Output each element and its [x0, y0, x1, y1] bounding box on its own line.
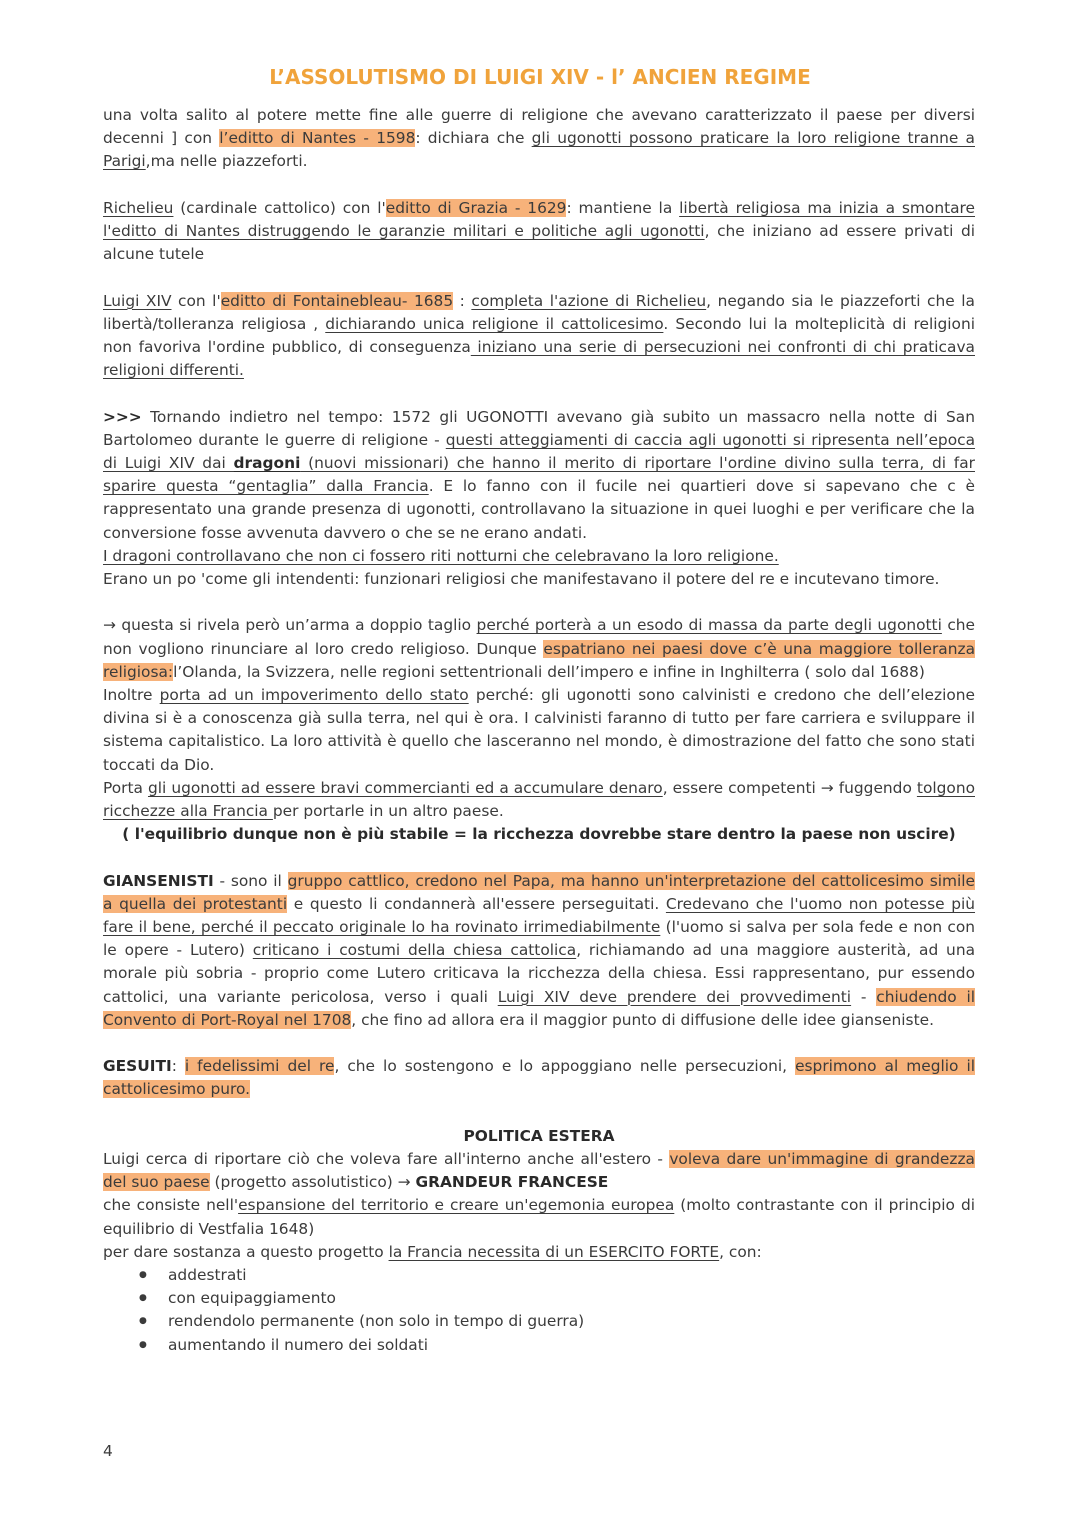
- text: , richiamando ad una maggiore austerità, ad una morale più sobria - proprio come Lutero criticava la ricchezza della chiesa. Essi rappresentano, pur essendo cattolici, una variante pericolosa, verso i quali: [103, 941, 975, 1006]
- paragraph-fontainebleau: [103, 290, 975, 383]
- paragraph-richelieu: [103, 197, 975, 267]
- underline-ugonotti-religione: gli ugonotti possono praticare la loro religione tranne a Parigi: [103, 129, 975, 171]
- underline-richelieu: Richelieu: [103, 198, 174, 217]
- highlight-cattolicesimo-puro: esprimono al meglio il cattolicesimo puro.: [103, 1057, 975, 1099]
- text: : mantiene la: [566, 198, 680, 217]
- list-item: ● addestrati: [103, 1264, 975, 1287]
- text: :: [171, 1057, 185, 1076]
- page-title: L’ASSOLUTISMO DI LUIGI XIV - l’ ANCIEN REGIME: [269, 65, 811, 89]
- underline-liberta-religiosa: libertà religiosa ma inizia a smontare l'editto di Nantes distruggendo le garanzie militari e politiche agli ugonotti: [103, 198, 976, 240]
- underline-riti-notturni: I dragoni controllavano che non ci fossero riti notturni che celebravano la loro religione.: [103, 546, 779, 565]
- text: (cardinale cattolico) con l': [173, 198, 386, 217]
- paragraph-esercito: [103, 1241, 975, 1264]
- underline-esercito-forte: la Francia necessita di un ESERCITO FORTE: [388, 1242, 720, 1261]
- text: Luigi cerca di riportare ciò che voleva fare all'interno anche all'estero -: [103, 1150, 670, 1169]
- bold-grandeur-francese: GRANDEUR FRANCESE: [415, 1173, 609, 1192]
- document-body: [103, 104, 975, 1357]
- bold-dragoni: dragoni: [233, 454, 301, 472]
- list-item: ● aumentando il numero dei soldati: [103, 1334, 975, 1357]
- highlight-espatriano: espatriano nei paesi dove c’è una maggiore tolleranza religiosa:: [103, 639, 976, 681]
- text: (progetto assolutistico) →: [209, 1173, 416, 1192]
- highlight-grandezza: voleva dare un'immagine di grandezza del suo paese: [103, 1150, 975, 1192]
- underline-commercianti: gli ugonotti ad essere bravi commercianti ed a accumulare denaro: [147, 778, 663, 797]
- text: , che fino ad allora era il maggior punto di diffusione delle idee gianseniste.: [351, 1010, 934, 1029]
- text: , negando sia le piazzeforti che la libertà/tolleranza religiosa ,: [103, 291, 975, 333]
- text: , essere competenti → fuggendo: [662, 778, 917, 797]
- page-number: 4: [103, 1442, 113, 1460]
- underline-completa-azione: completa l'azione di Richelieu: [471, 291, 707, 310]
- text: Erano un po 'come gli intendenti: funzionari religiosi che manifestavano il potere del re e incutevano timore.: [103, 570, 940, 589]
- paragraph-impoverimento: [103, 684, 975, 777]
- text: per dare sostanza a questo progetto: [103, 1242, 389, 1261]
- bold-gesuiti: GESUITI: [103, 1057, 172, 1076]
- text: l’Olanda, la Svizzera, nelle regioni settentrionali dell’impero e infine in Inghilterra ( solo dal 1688): [173, 662, 925, 681]
- text: , con:: [719, 1242, 762, 1261]
- highlight-gruppo-cattlico: gruppo cattlico, credono nel Papa, ma hanno un'interpretazione del cattolicesimo simile a quella dei protestanti: [103, 871, 975, 913]
- text: e questo li condannerà all'essere perseguitati.: [287, 894, 666, 913]
- text: che consiste nell': [103, 1196, 239, 1215]
- underline-criticano-costumi: criticano i costumi della chiesa cattolica: [252, 941, 577, 960]
- heading-text: POLITICA ESTERA: [463, 1126, 615, 1145]
- text: (l'uomo si salva per sola fede e non con le opere - Lutero): [103, 918, 976, 960]
- paragraph-grandeur: [103, 1148, 975, 1194]
- highlight-editto-nantes: l’editto di Nantes - 1598: [219, 129, 416, 148]
- paragraph-gesuiti: [103, 1055, 975, 1101]
- text: una volta salito al potere mette fine alle guerre di religione che avevano caratterizzato il paese per diversi decenni ] con: [103, 106, 975, 148]
- paragraph-commercianti: [103, 777, 975, 823]
- highlight-port-royal: chiudendo il Convento di Port-Royal nel 1708: [103, 987, 975, 1029]
- text: ,ma nelle piazzeforti.: [145, 152, 308, 171]
- text: Porta: [103, 778, 148, 797]
- text: : dichiara che: [415, 129, 532, 148]
- arrow-marker: >>>: [103, 407, 142, 426]
- text: → questa si rivela però un’arma a doppio taglio: [103, 616, 477, 635]
- text: con l': [171, 291, 221, 310]
- bold-giansenisti: GIANSENISTI: [103, 871, 214, 890]
- underline-tolgono-ricchezze: tolgono ricchezze alla Francia: [103, 778, 975, 821]
- text: , che lo sostengono e lo appoggiano nelle persecuzioni,: [334, 1057, 796, 1076]
- underline-luigi-xiv: Luigi XIV: [103, 291, 172, 310]
- bold-equilibrio: ( l'equilibrio dunque non è più stabile = la ricchezza dovrebbe stare dentro la paese non uscire): [122, 825, 956, 844]
- text: :: [453, 291, 472, 310]
- highlight-editto-grazia: editto di Grazia - 1629: [385, 198, 567, 217]
- paragraph-espansione: [103, 1194, 975, 1240]
- text: per portarle in un altro paese.: [272, 802, 504, 821]
- text: che non vogliono rinunciare al loro credo religioso. Dunque: [103, 616, 976, 658]
- paragraph-dragoni: [103, 406, 975, 545]
- underline-caccia-ugonotti: questi atteggiamenti di caccia agli ugonotti si ripresenta nell’epoca di Luigi XIV dai: [103, 430, 976, 472]
- paragraph-esodo: [103, 614, 975, 684]
- underline-esodo-massa: perché porterà a un esodo di massa da parte degli ugonotti: [476, 616, 942, 635]
- text: -: [851, 987, 877, 1006]
- text: - sono il: [213, 871, 288, 890]
- line-intendenti: [103, 568, 975, 591]
- list-item: ● rendendolo permanente (non solo in tempo di guerra): [103, 1310, 975, 1333]
- underline-impoverimento: porta ad un impoverimento dello stato: [159, 686, 469, 705]
- underline-unica-religione: dichiarando unica religione il cattolicesimo: [325, 314, 664, 333]
- text: , che iniziano ad essere privati di alcune tutele: [103, 222, 975, 264]
- text: . Secondo lui la molteplicità di religioni non favoriva l'ordine pubblico, di conseguenza: [103, 314, 975, 356]
- text: . E lo fanno con il fucile nei quartieri dove si sapevano che c è rappresentato una grande presenza di ugonotti, controllavano la situazione in quei luoghi e per verificare che la conversione fosse avvenuta davvero o che se ne erano andati.: [103, 477, 975, 542]
- section-heading-politica-estera: [103, 1125, 975, 1148]
- underline-peccato-originale: Credevano che l'uomo non potesse più fare il bene, perché il peccato originale lo ha rovinato irrimediabilmente: [103, 894, 976, 937]
- list-item: ● con equipaggiamento: [103, 1287, 975, 1310]
- underline-provvedimenti: Luigi XIV deve prendere dei provvedimenti: [497, 987, 852, 1006]
- text: Inoltre: [103, 686, 160, 705]
- text: (molto contrastante con il principio di equilibrio di Vestfalia 1648): [103, 1196, 975, 1238]
- highlight-fedelissimi: i fedelissimi del re: [184, 1057, 335, 1076]
- line-equilibrio: [103, 823, 975, 846]
- paragraph-giansenisti: [103, 870, 975, 1032]
- paragraph-nantes: [103, 104, 975, 174]
- underline-espansione: espansione del territorio e creare un'egemonia europea: [238, 1196, 675, 1215]
- line-dragoni-controllo: [103, 545, 975, 568]
- underline-persecuzioni: iniziano una serie di persecuzioni nei confronti di chi praticava religioni differenti.: [103, 338, 975, 380]
- text: Tornando indietro nel tempo: 1572 gli UGONOTTI avevano già subito un massacro nella notte di San Bartolomeo durante le guerre di religione -: [103, 407, 975, 449]
- army-list: [103, 1264, 975, 1357]
- highlight-editto-fontainebleau: editto di Fontainebleau- 1685: [220, 291, 454, 310]
- text: perché: gli ugonotti sono calvinisti e credono che dell’elezione divina si è a conoscenza già sulla terra, nel qui è ora. I calvinisti faranno di tutto per fare carriera e sviluppare il sistema capitalistico. La loro attività è quello che lasceranno nel mondo, è dimostrazione del fatto che sono stati toccati da Dio.: [103, 686, 976, 774]
- underline-nuovi-missionari: (nuovi missionari) che hanno il merito di riportare l'ordine divino sulla terra, di far sparire questa “gentaglia” dalla Francia: [103, 454, 975, 496]
